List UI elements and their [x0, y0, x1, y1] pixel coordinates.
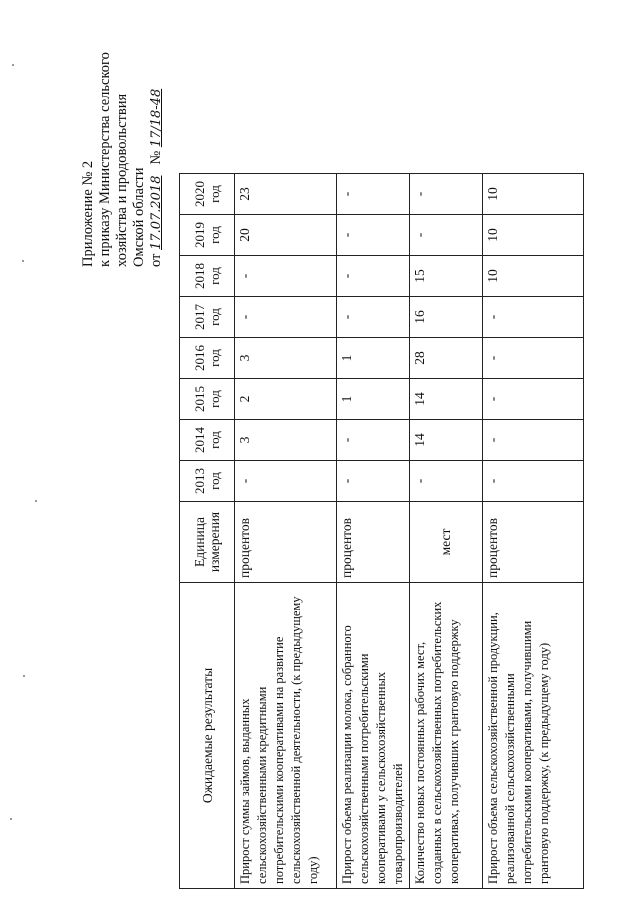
value-cell: - [235, 256, 337, 297]
header-year: 2019 год [180, 215, 235, 256]
results-table [179, 173, 584, 889]
value-cell: 10 [483, 174, 584, 215]
value-cell: 15 [410, 256, 483, 297]
unit-cell: процентов [337, 502, 410, 583]
header-year: 2017 год [180, 297, 235, 338]
value-cell: - [337, 174, 410, 215]
header-unit: Единица измерения [180, 502, 235, 583]
value-cell: - [483, 461, 584, 502]
value-cell: - [483, 338, 584, 379]
value-cell: 3 [235, 338, 337, 379]
value-cell: - [483, 420, 584, 461]
approval-title: Приложение № 2 [80, 160, 96, 267]
header-year: 2020 год [180, 174, 235, 215]
value-cell: 20 [235, 215, 337, 256]
date-prefix: от [148, 253, 164, 267]
approval-order-ref: к приказу Министерства сельского [97, 52, 113, 267]
header-year: 2015 год [180, 379, 235, 420]
value-cell: - [235, 297, 337, 338]
value-cell: - [410, 174, 483, 215]
value-cell: - [337, 297, 410, 338]
header-year: 2013 год [180, 461, 235, 502]
approval-region: Омской области [131, 167, 147, 267]
value-cell: 14 [410, 379, 483, 420]
value-cell: 3 [235, 420, 337, 461]
handwritten-number: 17/18-48 [149, 88, 164, 148]
header-year: 2014 год [180, 420, 235, 461]
result-cell: Прирост объема реализации молока, собранного сельскохозяйственными потребительскими кооперативами у сельскохозяйственных товаропроизводителей [337, 583, 410, 889]
value-cell: - [235, 461, 337, 502]
header-year: 2016 год [180, 338, 235, 379]
number-prefix: № [148, 150, 164, 165]
approval-ministry: хозяйства и продовольствия [114, 93, 130, 267]
unit-cell: мест [410, 502, 483, 583]
value-cell: 10 [483, 256, 584, 297]
value-cell: 1 [337, 338, 410, 379]
value-cell: 23 [235, 174, 337, 215]
value-cell: 16 [410, 297, 483, 338]
value-cell: 10 [483, 215, 584, 256]
header-year: 2018 год [180, 256, 235, 297]
value-cell: 2 [235, 379, 337, 420]
value-cell: - [410, 461, 483, 502]
table-row [483, 174, 584, 889]
approval-block [80, 27, 165, 267]
table-row [337, 174, 410, 889]
header-results: Ожидаемые результаты [180, 583, 235, 889]
value-cell: - [410, 215, 483, 256]
value-cell: - [337, 256, 410, 297]
result-cell: Количество новых постоянных рабочих мест, созданных в сельскохозяйственных потребительских кооперативах, получивших грантовую поддержку [410, 583, 483, 889]
value-cell: - [337, 420, 410, 461]
value-cell: - [483, 297, 584, 338]
value-cell: - [337, 461, 410, 502]
value-cell: 14 [410, 420, 483, 461]
result-cell: Прирост суммы займов, выданных сельскохозяйственными кредитными потребительскими кооперативами на развитие сельскохозяйственной деятельности, (к предыдущему году) [235, 583, 337, 889]
table-row [235, 174, 337, 889]
value-cell: - [483, 379, 584, 420]
approval-date-line [148, 27, 165, 267]
handwritten-date: 17.07.2018 [149, 175, 164, 250]
table-row [410, 174, 483, 889]
unit-cell: процентов [235, 502, 337, 583]
value-cell: - [337, 215, 410, 256]
result-cell: Прирост объема сельскохозяйственной продукции, реализованной сельскохозяйственными потребительскими кооперативами, получившими грантовую поддержку, (к предыдущему году) [483, 583, 584, 889]
unit-cell: процентов [483, 502, 584, 583]
table-header-row [180, 174, 235, 889]
value-cell: 1 [337, 379, 410, 420]
value-cell: 28 [410, 338, 483, 379]
